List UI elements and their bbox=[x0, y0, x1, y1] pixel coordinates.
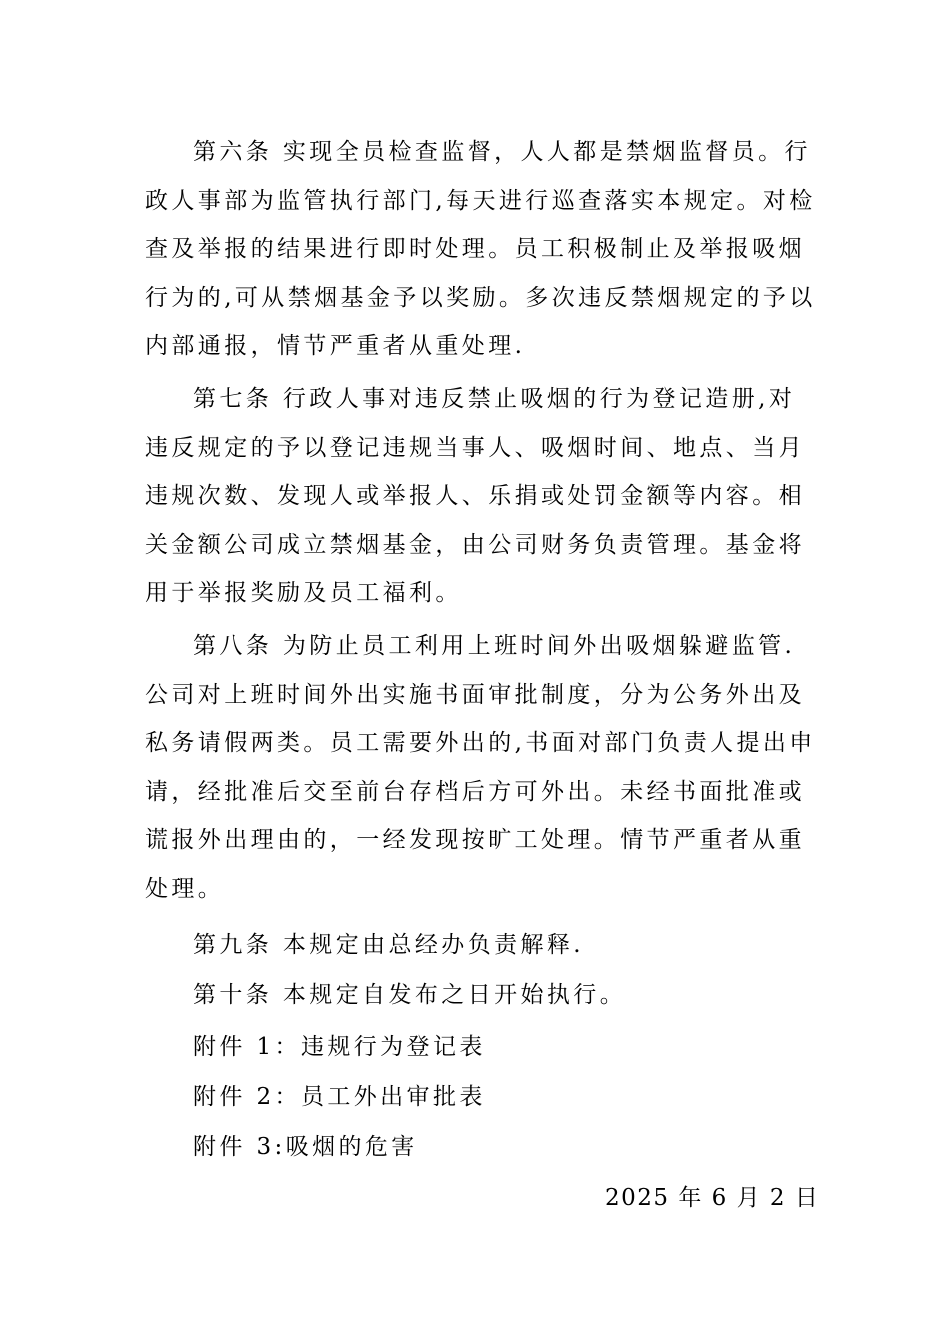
article-7-line: 第七条 行政人事对违反禁止吸烟的行为登记造册,对 bbox=[193, 386, 796, 412]
attachment-3: 附件 3:吸烟的危害 bbox=[193, 1134, 418, 1160]
article-6-line: 内部通报，情节严重者从重处理. bbox=[145, 333, 526, 359]
article-8 bbox=[145, 622, 816, 913]
article-8-line: 请，经批准后交至前台存档后方可外出。未经书面批准或 bbox=[145, 778, 805, 805]
article-7-line: 用于举报奖励及员工福利。 bbox=[145, 580, 462, 606]
document-date: 2025 年 6 月 2 日 bbox=[605, 1185, 820, 1211]
attachment-1: 附件 1：违规行为登记表 bbox=[193, 1034, 486, 1060]
article-8-line: 谎报外出理由的，一经发现按旷工处理。情节严重者从重 bbox=[145, 827, 805, 853]
article-8-line: 处理。 bbox=[145, 875, 225, 902]
article-8-line: 私务请假两类。员工需要外出的,书面对部门负责人提出申 bbox=[145, 730, 816, 756]
article-8-line: 第八条 为防止员工利用上班时间外出吸烟躲避监管. bbox=[193, 633, 796, 659]
article-6 bbox=[145, 128, 816, 371]
article-10: 第十条 本规定自发布之日开始执行。 bbox=[193, 982, 627, 1008]
attachment-2: 附件 2：员工外出审批表 bbox=[193, 1084, 486, 1110]
article-8-line: 公司对上班时间外出实施书面审批制度，分为公务外出及 bbox=[145, 681, 805, 708]
article-7-line: 关金额公司成立禁烟基金，由公司财务负责管理。基金将 bbox=[145, 531, 805, 558]
article-7-line: 违反规定的予以登记违规当事人、吸烟时间、地点、当月 bbox=[145, 434, 805, 461]
article-6-line: 行为的,可从禁烟基金予以奖励。多次违反禁烟规定的予以 bbox=[145, 284, 816, 311]
article-7 bbox=[145, 375, 810, 618]
article-6-line: 查及举报的结果进行即时处理。员工积极制止及举报吸烟 bbox=[145, 236, 805, 262]
article-6-line: 政人事部为监管执行部门,每天进行巡查落实本规定。对检 bbox=[145, 187, 816, 214]
article-7-line: 违规次数、发现人或举报人、乐捐或处罚金额等内容。相 bbox=[145, 483, 805, 509]
article-9: 第九条 本规定由总经办负责解释. bbox=[193, 932, 585, 958]
article-6-line: 第六条 实现全员检查监督，人人都是禁烟监督员。行 bbox=[193, 139, 811, 165]
